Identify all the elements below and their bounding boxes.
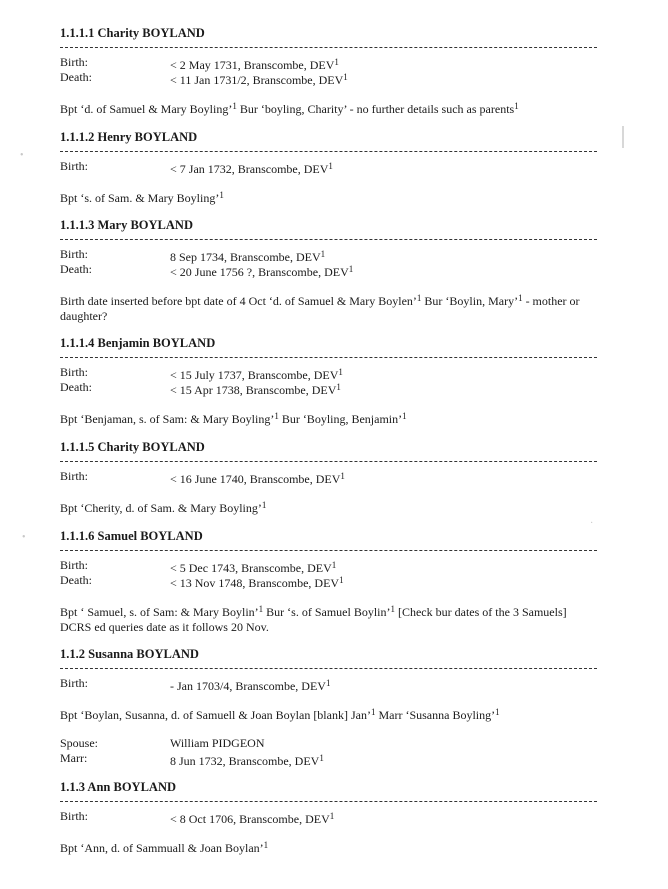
field-row — [60, 159, 597, 174]
scan-speck: • — [22, 532, 26, 543]
source-citation: 1 — [329, 811, 335, 821]
source-citation: 1 — [390, 604, 395, 614]
entry-note: Bpt ‘Ann, d. of Sammuall & Joan Boylan’$^1$ — [60, 840, 269, 855]
entry-heading: 1.1.1.3 Mary BOYLAND — [60, 218, 597, 240]
field-row — [60, 70, 597, 85]
source-citation: 1 — [348, 264, 354, 274]
field-label: Spouse: — [60, 736, 99, 750]
person-entry — [60, 130, 597, 206]
source-citation: 1 — [274, 411, 279, 421]
source-citation: 1 — [320, 249, 326, 259]
entry-heading: 1.1.1.4 Benjamin BOYLAND — [60, 336, 597, 358]
field-row — [60, 676, 597, 691]
source-citation: 1 — [340, 471, 345, 481]
scan-edge-mark — [622, 126, 624, 148]
field-value: < 13 Nov 1748, Branscombe, DEV$^1$ — [170, 575, 344, 590]
entry-heading: 1.1.1.6 Samuel BOYLAND — [60, 529, 597, 551]
field-label: Birth: — [60, 809, 89, 823]
spouse-block — [60, 736, 597, 766]
field-label: Death: — [60, 70, 92, 84]
source-citation: 1 — [343, 72, 348, 82]
source-citation: 1 — [514, 101, 519, 111]
field-row — [60, 469, 597, 484]
source-citation: 1 — [336, 382, 341, 392]
entry-note: Bpt ‘Cherity, d. of Sam. & Mary Boyling’$^1$ — [60, 500, 267, 515]
source-citation: 1 — [319, 753, 324, 763]
source-citation: 1 — [495, 707, 500, 717]
field-value: < 11 Jan 1731/2, Branscombe, DEV$^1$ — [170, 72, 348, 87]
field-value: < 2 May 1731, Branscombe, DEV$^1$ — [170, 57, 339, 72]
entry-heading: 1.1.1.5 Charity BOYLAND — [60, 440, 597, 462]
field-value: < 15 July 1737, Branscombe, DEV$^1$ — [170, 367, 343, 382]
field-label: Birth: — [60, 55, 89, 69]
field-value: < 5 Dec 1743, Branscombe, DEV$^1$ — [170, 560, 337, 575]
entry-note: Bpt ‘s. of Sam. & Mary Boyling’$^1$ — [60, 190, 224, 205]
source-citation: 1 — [402, 411, 407, 421]
source-citation: 1 — [328, 161, 333, 171]
field-value: - Jan 1703/4, Branscombe, DEV$^1$ — [170, 678, 331, 693]
field-value: < 15 Apr 1738, Branscombe, DEV$^1$ — [170, 382, 341, 397]
field-value: < 20 June 1756 ?, Branscombe, DEV$^1$ — [170, 264, 354, 279]
field-row — [60, 573, 597, 588]
source-citation: 1 — [331, 560, 337, 570]
field-label: Death: — [60, 573, 92, 587]
field-label: Birth: — [60, 558, 89, 572]
source-citation: 1 — [518, 293, 523, 303]
person-entry — [60, 440, 597, 516]
source-citation: 1 — [258, 604, 264, 614]
source-citation: 1 — [263, 840, 269, 850]
field-value: < 16 June 1740, Branscombe, DEV$^1$ — [170, 471, 345, 486]
entry-note: Bpt ‘ Samuel, s. of Sam: & Mary Boylin’$^1$ Bur ‘s. of Samuel Boylin’$^1$ [Check bur dates of the 3 Samuels] DCRS ed queries date as it follows 20 Nov. — [60, 604, 567, 634]
field-value: < 7 Jan 1732, Branscombe, DEV$^1$ — [170, 161, 333, 176]
scan-speck: • — [20, 150, 24, 161]
source-citation: 1 — [338, 367, 343, 377]
entry-note: Bpt ‘d. of Samuel & Mary Boyling’$^1$ Bur ‘boyling, Charity’ - no further details such as parents$^1$ — [60, 101, 519, 116]
field-label: Marr: — [60, 751, 88, 765]
source-citation: 1 — [416, 293, 422, 303]
source-citation: 1 — [232, 101, 237, 111]
entry-note: Bpt ‘Boylan, Susanna, d. of Samuell & Joan Boylan [blank] Jan’$^1$ Marr ‘Susanna Boyling’$^1$ — [60, 707, 500, 722]
field-row — [60, 365, 597, 380]
field-row — [60, 55, 597, 70]
field-label: Birth: — [60, 676, 89, 690]
source-citation: 1 — [339, 575, 344, 585]
field-row — [60, 736, 597, 751]
field-row — [60, 262, 597, 277]
person-entry — [60, 26, 597, 117]
field-row — [60, 247, 597, 262]
person-entry — [60, 529, 597, 635]
source-citation: 1 — [325, 678, 331, 688]
field-label: Birth: — [60, 159, 89, 173]
source-citation: 1 — [370, 707, 376, 717]
field-row — [60, 558, 597, 573]
person-entry — [60, 336, 597, 427]
field-row — [60, 751, 597, 766]
entry-heading: 1.1.3 Ann BOYLAND — [60, 780, 597, 802]
scan-speck: · — [590, 518, 594, 529]
entry-note: Bpt ‘Benjaman, s. of Sam: & Mary Boyling’$^1$ Bur ‘Boyling, Benjamin’$^1$ — [60, 411, 407, 426]
field-row — [60, 809, 597, 824]
field-label: Birth: — [60, 247, 89, 261]
entry-heading: 1.1.1.1 Charity BOYLAND — [60, 26, 597, 48]
field-label: Death: — [60, 380, 92, 394]
field-row — [60, 380, 597, 395]
field-value: < 8 Oct 1706, Branscombe, DEV$^1$ — [170, 811, 335, 826]
source-citation: 1 — [219, 190, 224, 200]
field-label: Birth: — [60, 365, 89, 379]
source-citation: 1 — [261, 500, 267, 510]
entry-heading: 1.1.2 Susanna BOYLAND — [60, 647, 597, 669]
source-citation: 1 — [334, 57, 339, 67]
person-entry — [60, 780, 597, 856]
field-value: William PIDGEON — [170, 736, 265, 750]
field-value: 8 Sep 1734, Branscombe, DEV$^1$ — [170, 249, 326, 264]
entry-heading: 1.1.1.2 Henry BOYLAND — [60, 130, 597, 152]
person-entry — [60, 218, 597, 324]
field-label: Birth: — [60, 469, 89, 483]
person-entry — [60, 647, 597, 766]
field-label: Death: — [60, 262, 92, 276]
entry-note: Birth date inserted before bpt date of 4 Oct ‘d. of Samuel & Mary Boylen’$^1$ Bur ‘Boylin, Mary’$^1$ - mother or daughter? — [60, 293, 580, 323]
field-value: 8 Jun 1732, Branscombe, DEV$^1$ — [170, 753, 324, 768]
